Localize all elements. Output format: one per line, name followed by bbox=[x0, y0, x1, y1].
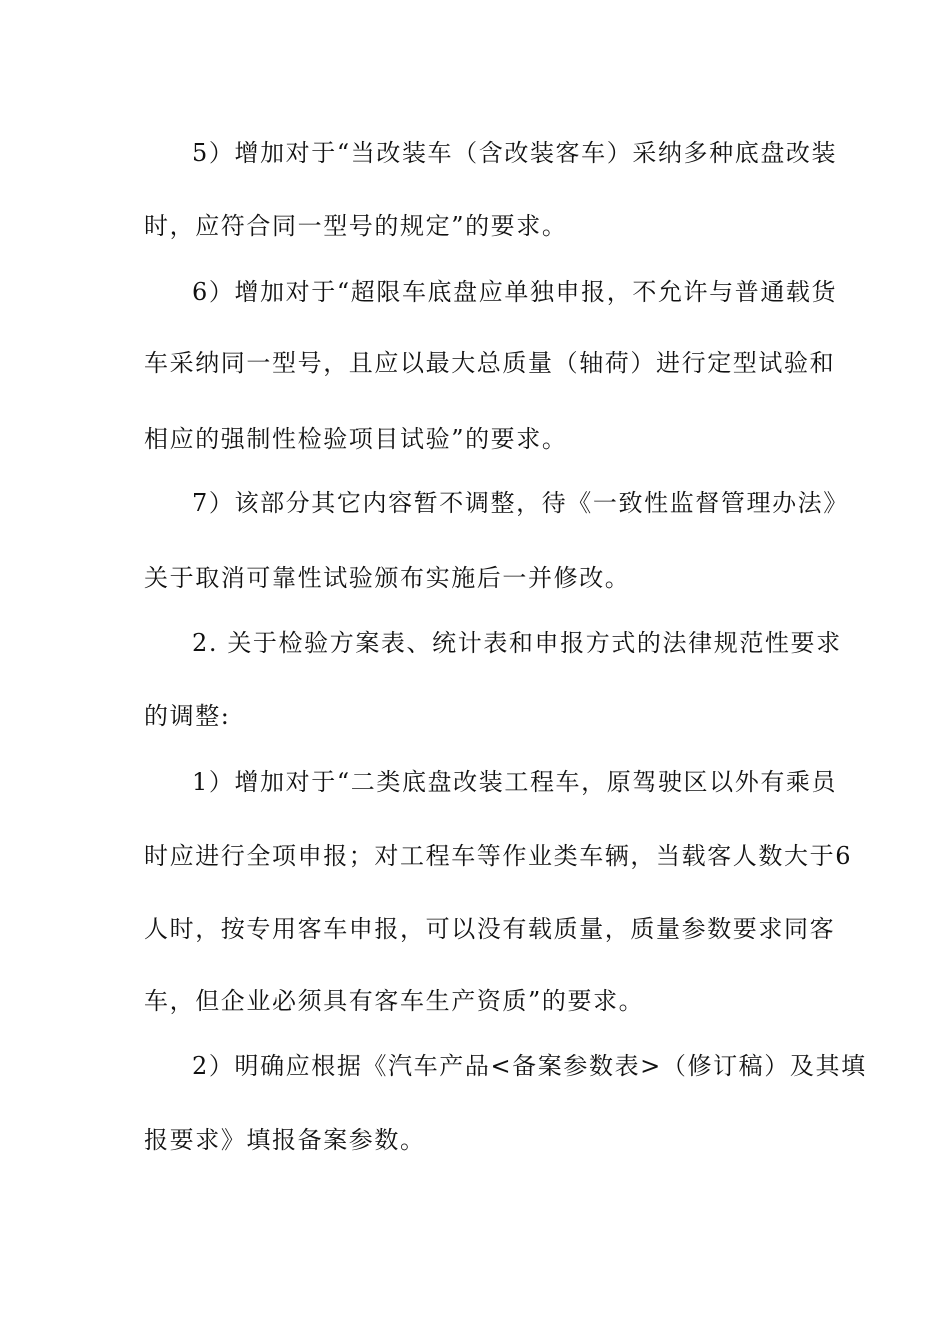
text-line: 的调整: bbox=[144, 702, 231, 730]
text-line: 2）明确应根据《汽车产品<备案参数表>（修订稿）及其填 bbox=[192, 1052, 867, 1080]
text-line: 2. 关于检验方案表、统计表和申报方式的法律规范性要求 bbox=[192, 629, 842, 657]
text-line: 车采纳同一型号，且应以最大总质量（轴荷）进行定型试验和 bbox=[144, 349, 836, 377]
text-line: 7）该部分其它内容暂不调整，待《一致性监督管理办法》 bbox=[192, 489, 849, 517]
text-line: 报要求》填报备案参数。 bbox=[144, 1126, 426, 1154]
text-line: 车，但企业必须具有客车生产资质”的要求。 bbox=[144, 987, 645, 1015]
text-line: 时应进行全项申报；对工程车等作业类车辆，当载客人数大于6 bbox=[144, 842, 853, 870]
text-line: 相应的强制性检验项目试验”的要求。 bbox=[144, 425, 568, 453]
text-line: 5）增加对于“当改装车（含改装客车）采纳多种底盘改装 bbox=[192, 139, 838, 167]
text-line: 关于取消可靠性试验颁布实施后一并修改。 bbox=[144, 564, 631, 592]
text-line: 时，应符合同一型号的规定”的要求。 bbox=[144, 212, 568, 240]
text-line: 6）增加对于“超限车底盘应单独申报，不允许与普通载货 bbox=[192, 278, 838, 306]
text-line: 1）增加对于“二类底盘改装工程车，原驾驶区以外有乘员 bbox=[192, 768, 838, 796]
text-line: 人时，按专用客车申报，可以没有载质量，质量参数要求同客 bbox=[144, 915, 836, 943]
